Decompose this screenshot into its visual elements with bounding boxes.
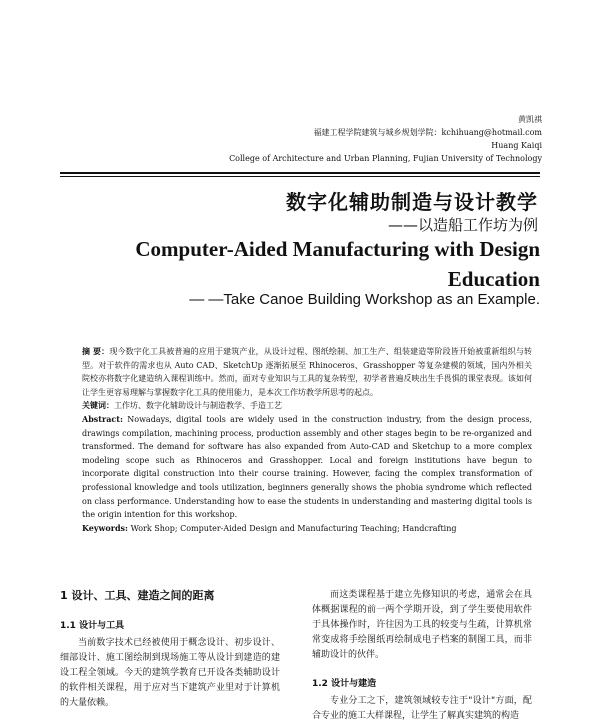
keywords-cn	[82, 399, 532, 413]
title-cn: 数字化辅助制造与设计教学	[286, 190, 538, 214]
section-1-1-text: 当前数字技术已经被使用于概念设计、初步设计、细部设计、施工图绘制到现场施工等从设计到建造的建设工程全领域。今天的建筑学教育已开设各类辅助设计的软件相关课程，用于应对当下建筑产业里对于计算机的大量依赖。	[60, 638, 280, 708]
abstract-cn	[82, 345, 532, 399]
keywords-text-en: Work Shop; Computer-Aided Design and Manufacturing Teaching; Handcrafting	[130, 523, 457, 533]
subtitle-en: — —Take Canoe Building Workshop as an Example.	[189, 291, 540, 308]
keywords-label-en: Keywords:	[82, 522, 129, 533]
abstract-label-cn: 摘 要：	[82, 346, 110, 356]
title-en: Computer-Aided Manufacturing with Design Education	[135, 237, 540, 291]
section-1-heading: 1 设计、工具、建造之间的距离	[60, 589, 215, 602]
keywords-en	[82, 522, 532, 536]
section-1-2-text: 专业分工之下，建筑领域较专注于"设计"方面，配合专业的施工大样课程，让学生了解真实建筑的构造	[312, 696, 532, 721]
section-1-1-heading: 1.1 设计与工具	[60, 621, 125, 631]
abstract-text-en: Nowadays, digital tools are widely used in the construction industry, from the design process, drawings compilation, machining process, production assembly and other stages begin to be re-organized and transformed. The demand for software has also expanded from Auto-CAD and Sketchup to a more complex modeling scope such as Rhinoceros and Grasshopper. Local and foreign institutions have begun to incorporate digital construction into their course training. However, facing the complex transformation of professional knowledge and tools utilization, beginners generally shows the phobia syndrome which reflected on class performance. Understanding how to ease the students in understanding and mastering digital tools is the origin intention for this workshop.	[82, 414, 533, 520]
author-name-en: Huang Kaiqi	[491, 141, 542, 150]
affiliation-cn: 福建工程学院建筑与城乡规划学院：kchihuang@hotmail.com	[313, 128, 542, 137]
abstract-text-cn: 现今数字化工具被普遍的应用于建筑产业，从设计过程、图纸绘制、加工生产、组装建造等阶段皆开始被重新组织与转型。对于软件的需求也从 Auto CAD、SketchUp 逐渐拓展至 Rhinoceros、Grasshopper 等复杂建模的领域，国内外相关院校亦将数字化建造纳入课程训练中。然而，面对专业知识与工具的复杂转型，初学者普遍反映出生手畏惧的课堂表现。该如何让学生更容易理解与掌握数字化工具的使用能力，是本次工作坊教学所思考的起点。	[82, 347, 532, 397]
abstract-label-en: Abstract:	[82, 413, 123, 424]
header-rule-thin	[60, 176, 540, 177]
author-name-cn: 黄凯祺	[518, 115, 542, 124]
affiliation-en: College of Architecture and Urban Planning, Fujian University of Technology	[229, 154, 542, 163]
abstract-en	[82, 413, 532, 522]
abstract-block	[82, 345, 532, 535]
subtitle-cn: ——以造船工作坊为例	[387, 216, 538, 234]
section-1-2-heading: 1.2 设计与建造	[312, 679, 377, 689]
right-column-text: 而这类课程基于建立先修知识的考虑，通常会在具体概据课程的前一两个学期开设，到了学生要使用软件于具体操作时，许往因为工具的较变与生疏，计算机常常变成将手绘图纸再绘制成电子档案的制图工具，而非辅助设计的伙伴。	[312, 590, 532, 660]
keywords-text-cn: 工作坊、数字化辅助设计与制造教学、手造工艺	[114, 401, 282, 411]
keywords-label-cn: 关键词：	[82, 400, 114, 411]
body-column-left	[60, 588, 280, 711]
header-rule-thick	[60, 172, 540, 174]
body-column-right	[312, 588, 532, 724]
